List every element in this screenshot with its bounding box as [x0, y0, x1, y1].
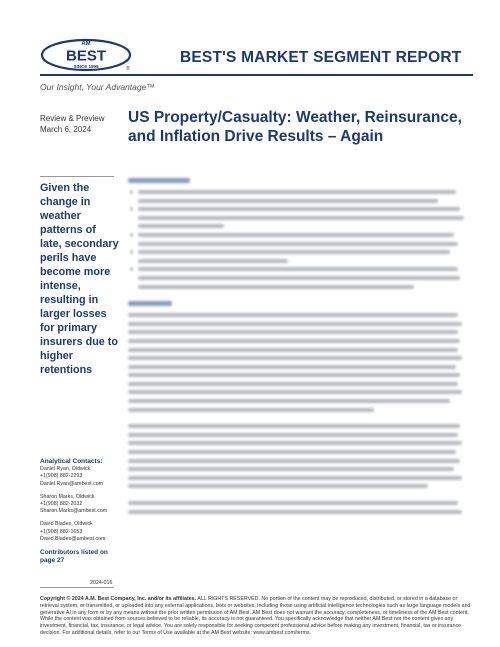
blurred-line — [128, 399, 450, 403]
blurred-line — [128, 467, 454, 471]
blurred-line — [138, 207, 460, 211]
blurred-body-text — [128, 178, 468, 518]
blurred-line — [128, 365, 456, 369]
logo-best-text: BEST — [65, 47, 107, 65]
blurred-line — [138, 216, 464, 220]
blurred-line — [128, 424, 460, 428]
logo-registered-mark: ® — [126, 66, 130, 72]
blurred-line — [128, 501, 458, 505]
blurred-line — [128, 330, 458, 334]
header-divider — [40, 74, 473, 76]
blurred-line — [138, 250, 450, 254]
blurred-line — [128, 484, 428, 488]
sidebar-divider-bottom — [40, 587, 114, 588]
blurred-line — [138, 190, 456, 194]
contact-phone: +1(908) 882-2293 — [40, 473, 83, 480]
blurred-line — [128, 450, 456, 454]
blurred-line — [128, 390, 462, 394]
review-label: Review & Preview — [40, 114, 105, 123]
contact-name: David Blades, Oldwick — [40, 521, 93, 528]
blurred-bullet — [128, 207, 468, 228]
contact-name: Sharon Marks, Oldwick — [40, 493, 95, 500]
pull-quote: Given the change in weather patterns of late, secondary perils have become more intense, resulting in larger losses for primary insurers due to higher retentions — [40, 182, 119, 376]
contact-email[interactable]: David.Blades@ambest.com — [40, 535, 106, 542]
logo-since-text: SINCE 1899 — [73, 64, 99, 69]
blurred-section-heading — [128, 301, 172, 306]
review-block — [40, 113, 104, 135]
blurred-line — [128, 510, 462, 514]
am-best-logo — [40, 36, 132, 72]
blurred-line — [128, 348, 458, 352]
blurred-line — [128, 356, 462, 360]
blurred-line — [128, 441, 462, 445]
blurred-line — [128, 476, 462, 480]
contributors-note: Contributors listed on page 27 — [40, 549, 108, 565]
blurred-line — [128, 433, 458, 437]
copyright-disclaimer: ALL RIGHTS RESERVED. No portion of the content may be reproduced, distributed, or stored in a database or retrieval system, or transmitted, or uploaded into any external applications, bots or websites, including those using artificial intelligence technologies such as large language models and generative AI in any form or by any means without the prior written permission of AM Best. AM Best does not warrant the accuracy, completeness, or timeliness of the AM Best content. While the content was obtained from sources believed to be reliable, its accuracy is not guaranteed. You specifically acknowledge that neither AM Best nor the content gives any investment, financial, tax, insurance, or legal advice. You are solely responsible for seeking competent professional advice before making any investment, financial, tax or insurance decision. For additional details, refer to our Terms of Use available at the AM Best website: www.ambest.com/terms. — [40, 596, 471, 636]
blurred-line — [128, 382, 458, 386]
blurred-section-heading — [128, 178, 190, 183]
blurred-line — [128, 339, 460, 343]
blurred-line — [138, 224, 224, 228]
blurred-line — [128, 313, 458, 317]
blurred-line — [138, 267, 458, 271]
blurred-line — [138, 276, 460, 280]
contact-entry — [40, 521, 116, 543]
copyright-footer — [40, 596, 473, 637]
blurred-line — [128, 459, 460, 463]
tagline: Our Insight, Your Advantage™ — [40, 82, 155, 92]
contacts-heading: Analytical Contacts: — [40, 458, 103, 465]
blurred-bullet — [128, 190, 468, 203]
blurred-bullet — [128, 233, 468, 246]
contact-entry — [40, 466, 116, 488]
blurred-line — [138, 242, 458, 246]
contact-entry — [40, 494, 116, 516]
contact-email[interactable]: Daniel.Ryan@ambest.com — [40, 480, 104, 487]
contact-phone: +1(908) 882-1653 — [40, 528, 83, 535]
copyright-line: Copyright © 2024 A.M. Best Company, Inc. and/or its affiliates. — [40, 596, 197, 602]
blurred-line — [138, 259, 288, 263]
report-header — [0, 0, 500, 100]
page-title: US Property/Casualty: Weather, Reinsurance, and Inflation Drive Results – Again — [128, 109, 462, 145]
logo-am-text: AM — [81, 41, 91, 47]
analytical-contacts — [40, 458, 116, 565]
blurred-line — [138, 285, 414, 289]
sidebar-divider-top — [40, 176, 114, 177]
document-id: 2024-016 — [90, 580, 113, 586]
blurred-bullet — [128, 250, 468, 263]
contact-name: Daniel Ryan, Oldwick — [40, 466, 91, 473]
review-date: March 6, 2024 — [40, 125, 92, 134]
blurred-line — [138, 199, 438, 203]
blurred-line — [138, 233, 454, 237]
contact-phone: +1(908) 882-2032 — [40, 501, 83, 508]
blurred-line — [128, 408, 374, 412]
report-series-title: BEST'S MARKET SEGMENT REPORT — [180, 49, 462, 66]
blurred-line — [128, 373, 460, 377]
blurred-bullet — [128, 267, 468, 288]
blurred-line — [128, 322, 462, 326]
contact-email[interactable]: Sharon.Marks@ambest.com — [40, 508, 108, 515]
